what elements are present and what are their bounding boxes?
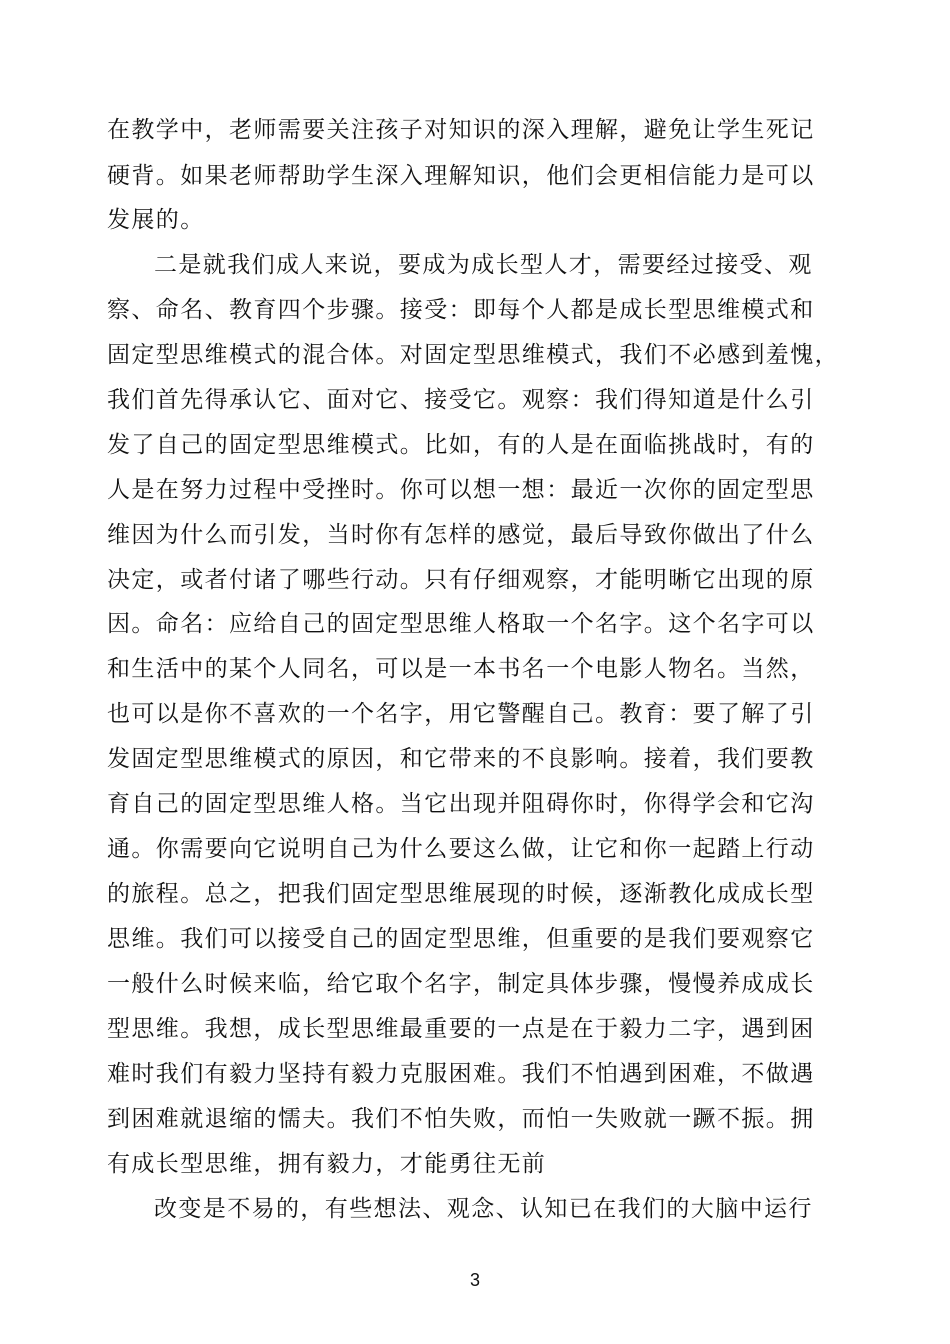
text-line: 因。命名：应给自己的固定型思维人格取一个名字。这个名字可以 [107,611,815,637]
text-line: 也可以是你不喜欢的一个名字，用它警醒自己。教育：要了解了引 [107,701,815,727]
text-line: 发固定型思维模式的原因，和它带来的不良影响。接着，我们要教 [107,746,815,772]
text-line: 在教学中，老师需要关注孩子对知识的深入理解，避免让学生死记 [107,117,815,143]
text-line: 和生活中的某个人同名，可以是一本书名一个电影人物名。当然， [107,656,815,682]
page-number: 3 [469,1270,480,1290]
text-line: 难时我们有毅力坚持有毅力克服困难。我们不怕遇到困难，不做遇 [107,1061,815,1087]
text-line: 型思维。我想，成长型思维最重要的一点是在于毅力二字，遇到困 [107,1016,815,1042]
text-line: 思维。我们可以接受自己的固定型思维，但重要的是我们要观察它 [107,926,815,952]
text-line: 发了自己的固定型思维模式。比如，有的人是在面临挑战时，有的 [107,432,815,458]
text-line: 有成长型思维，拥有毅力，才能勇往无前 [107,1151,547,1177]
text-line: 改变是不易的，有些想法、观念、认知已在我们的大脑中运行 [154,1196,813,1222]
text-line: 通。你需要向它说明自己为什么要这么做，让它和你一起踏上行动 [107,836,815,862]
text-line: 到困难就退缩的懦夫。我们不怕失败，而怕一失败就一蹶不振。拥 [107,1106,815,1132]
text-line: 察、命名、教育四个步骤。接受：即每个人都是成长型思维模式和 [107,297,815,323]
text-line: 发展的。 [107,207,205,233]
text-line: 育自己的固定型思维人格。当它出现并阻碍你时，你得学会和它沟 [107,791,815,817]
text-line: 的旅程。总之，把我们固定型思维展现的时候，逐渐教化成成长型 [107,881,815,907]
text-line: 维因为什么而引发，当时你有怎样的感觉，最后导致你做出了什么 [107,522,815,548]
text-line: 固定型思维模式的混合体。对固定型思维模式，我们不必感到羞愧， [107,342,839,368]
text-line: 硬背。如果老师帮助学生深入理解知识，他们会更相信能力是可以 [107,163,815,189]
text-line: 二是就我们成人来说，要成为成长型人才，需要经过接受、观 [154,252,813,278]
text-line: 我们首先得承认它、面对它、接受它。观察：我们得知道是什么引 [107,387,815,413]
text-line: 一般什么时候来临，给它取个名字，制定具体步骤，慢慢养成成长 [107,971,815,997]
text-line: 人是在努力过程中受挫时。你可以想一想：最近一次你的固定型思 [107,477,815,503]
text-line: 决定，或者付诸了哪些行动。只有仔细观察，才能明晰它出现的原 [107,567,815,593]
